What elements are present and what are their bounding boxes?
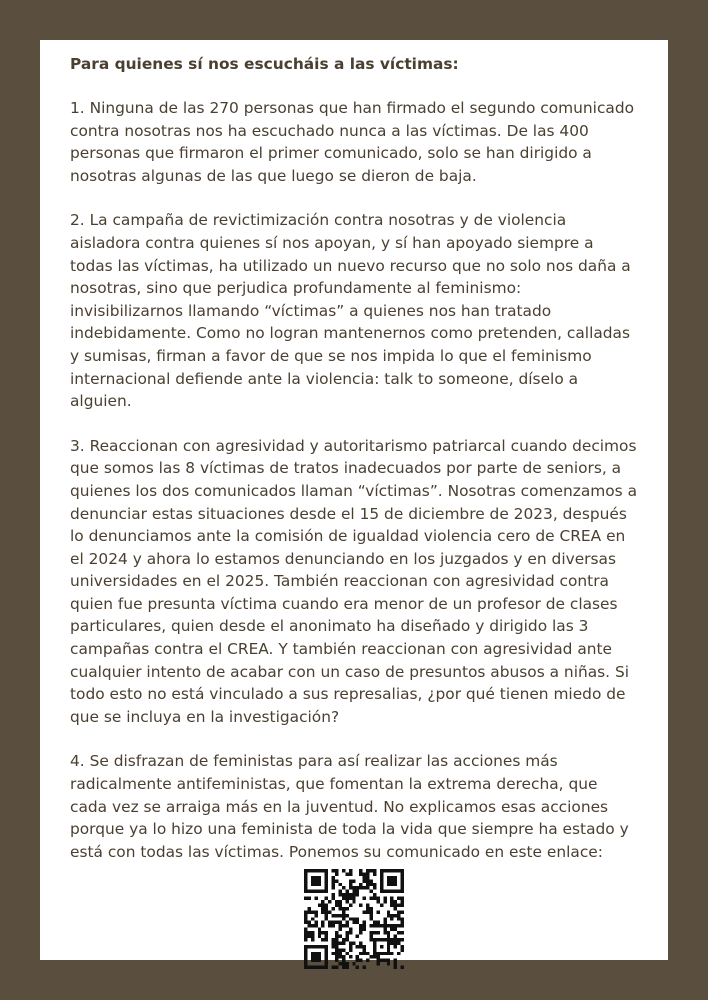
paragraph-2: 2. La campaña de revictimización contra nosotras y de violencia aisladora contra quienes sí nos apoyan, y sí han apoyado siempre a todas las víctimas, ha utilizado un nuevo recurso que no solo nos daña a nosotras, sino que perjudica profundamente al feminismo: invisibilizarnos llamando “víctimas” a quienes nos han tratado indebidamente. Como no logran mantenernos como pretenden, calladas y sumisas, firman a favor de que se nos impida lo que el feminismo internacional defiende ante la violencia: talk to someone, díselo a alguien.: [70, 211, 631, 411]
paragraph-3: 3. Reaccionan con agresividad y autoritarismo patriarcal cuando decimos que somos las 8 víctimas de tratos inadecuados por parte de seniors, a quienes los dos comunicados llaman “víctimas”. Nosotras comenzamos a denunciar estas situaciones desde el 15 de diciembre de 2023, después lo denunciamos ante la comisión de igualdad violencia cero de CREA en el 2024 y ahora lo estamos denunciando en los juzgados y en diversas universidades en el 2025. También reaccionan con agresividad contra quien fue presunta víctima cuando era menor de un profesor de clases particulares, quien desde el anonimato ha diseñado y dirigido las 3 campañas contra el CREA. Y también reaccionan con agresividad ante cualquier intento de acabar con un caso de presuntos abusos a niñas. Si todo esto no está vinculado a sus represalias, ¿por qué tienen miedo de que se incluya en la investigación?: [70, 436, 638, 726]
document-page: [40, 40, 668, 960]
paragraph-1: 1. Ninguna de las 270 personas que han firmado el segundo comunicado contra nosotras nos ha escuchado nunca a las víctimas. De las 400 personas que firmaron el primer comunicado, solo se han dirigido a nosotras algunas de las que luego se dieron de baja.: [70, 99, 635, 185]
paragraph-4: 4. Se disfrazan de feministas para así realizar las acciones más radicalmente antifeministas, que fomentan la extrema derecha, que cada vez se arraiga más en la juventud. No explicamos esas acciones porque ya lo hizo una feminista de toda la vida que siempre ha estado y está con todas las víctimas. Ponemos su comunicado en este enlace:: [70, 752, 629, 861]
qr-code-container: [70, 869, 638, 969]
qr-code-icon[interactable]: [304, 869, 404, 969]
document-heading: Para quienes sí nos escucháis a las víctimas:: [70, 55, 459, 73]
